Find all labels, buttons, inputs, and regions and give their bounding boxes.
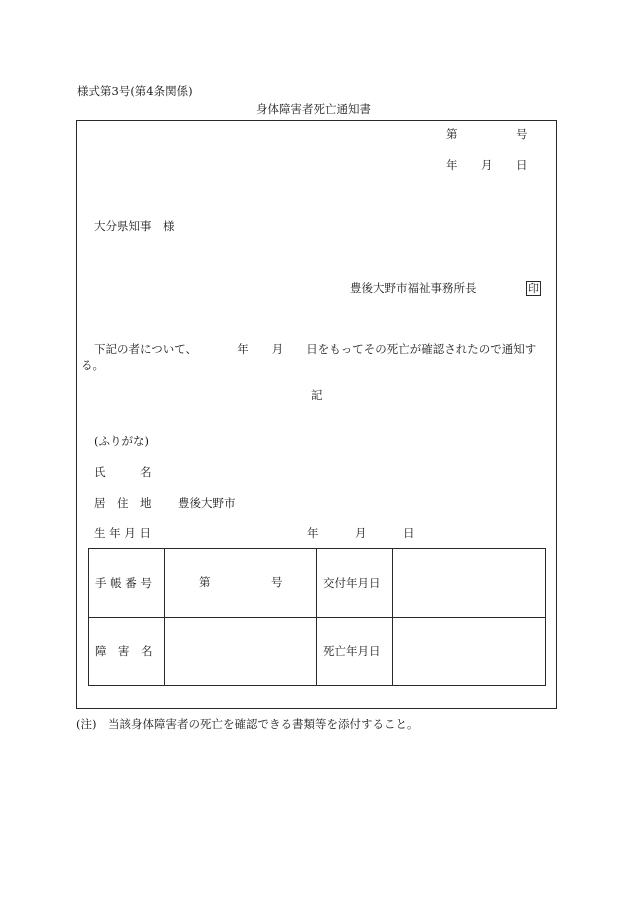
death-date-label: 死亡年月日 [317,617,393,686]
form-number-label: 様式第3号(第4条関係) [77,84,193,98]
furigana-label: (ふりがな) [94,434,149,448]
birthdate-month: 月 [355,526,367,540]
sender-name: 豊後大野市福祉事務所長 [350,281,477,295]
info-table [88,548,546,686]
handbook-number-label: 手 帳 番 号 [89,549,165,618]
notice-date-year: 年 [446,158,458,172]
residence-value: 豊後大野市 [178,496,236,510]
table-row [89,549,546,618]
notice-date-day: 日 [516,158,528,172]
birthdate-day: 日 [403,526,415,540]
birthdate-label: 生 年 月 日 [94,526,151,540]
issue-date-cell [393,549,546,618]
death-date-cell [393,617,546,686]
document-title: 身体障害者死亡通知書 [256,102,371,116]
body-text-line1: 下記の者について、 年 月 日をもってその死亡が確認されたので通知す [94,342,537,356]
residence-label: 居 住 地 [94,496,152,510]
seal-mark [526,281,541,296]
addressee: 大分県知事 様 [94,219,175,233]
table-row [89,617,546,686]
handbook-number-go: 号 [271,574,283,589]
name-label: 氏 名 [94,465,152,479]
notice-number-dai: 第 [446,127,458,141]
body-text-line2: る。 [81,358,104,372]
handbook-number-cell [165,549,317,618]
footnote: (注) 当該身体障害者の死亡を確認できる書類等を添付すること。 [76,717,419,731]
ki-heading: 記 [311,388,323,402]
disability-name-cell [165,617,317,686]
disability-name-label: 障 害 名 [89,617,165,686]
birthdate-year: 年 [307,526,319,540]
notice-number-go: 号 [516,127,528,141]
handbook-number-dai: 第 [199,574,211,589]
issue-date-label: 交付年月日 [317,549,393,618]
seal-text: 印 [528,282,539,295]
notice-date-month: 月 [481,158,493,172]
